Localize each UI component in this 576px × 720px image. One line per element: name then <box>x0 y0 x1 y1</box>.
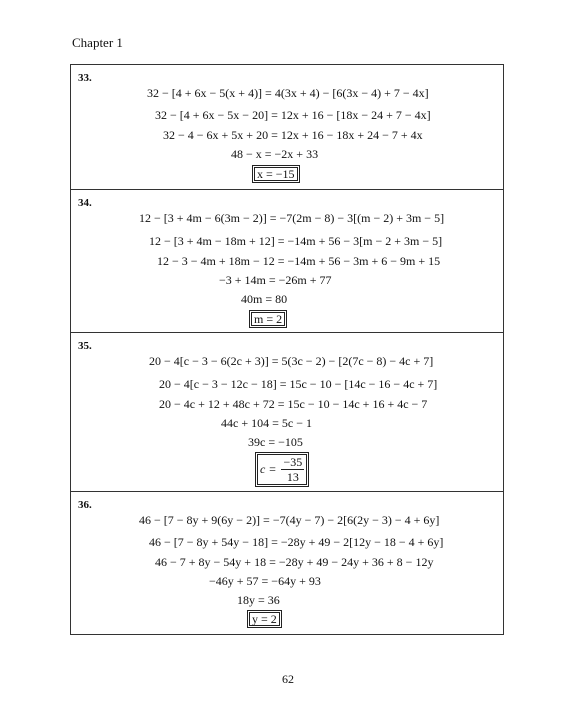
answer-box: y = 2 <box>247 610 282 628</box>
problem-number: 35. <box>78 340 92 352</box>
equation-line: 12 − [3 + 4m − 6(3m − 2)] = −7(2m − 8) − 3[(m − 2) + 3m − 5] <box>139 211 445 225</box>
problem-number: 36. <box>78 499 92 511</box>
equation-line: 44c + 104 = 5c − 1 <box>221 416 312 430</box>
equation-line: 12 − [3 + 4m − 18m + 12] = −14m + 56 − 3[m − 2 + 3m − 5] <box>149 234 443 248</box>
problem-number: 34. <box>78 197 92 209</box>
equation-line: 48 − x = −2x + 33 <box>231 147 319 161</box>
equation-line: 39c = −105 <box>248 435 303 449</box>
equation-line: −3 + 14m = −26m + 77 <box>219 273 332 287</box>
equation-line: 20 − 4c + 12 + 48c + 72 = 15c − 10 − 14c + 16 + 4c − 7 <box>159 397 428 411</box>
equation-line: 46 − [7 − 8y + 9(6y − 2)] = −7(4y − 7) − 2[6(2y − 3) − 4 + 6y] <box>139 513 440 527</box>
equation-line: 46 − 7 + 8y − 54y + 18 = −28y + 49 − 24y + 36 + 8 − 12y <box>155 555 434 569</box>
chapter-heading: Chapter 1 <box>72 35 123 50</box>
fraction-denominator: 13 <box>286 470 299 484</box>
problem-34 <box>71 190 503 333</box>
answer-box: x = −15 <box>252 165 300 183</box>
equation-line: 12 − 3 − 4m + 18m − 12 = −14m + 56 − 3m + 6 − 9m + 15 <box>157 254 441 268</box>
answer-variable: c = <box>260 462 277 476</box>
page-number: 62 <box>282 672 294 686</box>
equation-line: 18y = 36 <box>237 593 280 607</box>
answer-fraction <box>281 455 304 484</box>
equation-line: 46 − [7 − 8y + 54y − 18] = −28y + 49 − 2[12y − 18 − 4 + 6y] <box>149 535 444 549</box>
solutions-table <box>70 64 504 635</box>
equation-line: −46y + 57 = −64y + 93 <box>209 574 321 588</box>
equation-line: 32 − 4 − 6x + 5x + 20 = 12x + 16 − 18x + 24 − 7 + 4x <box>163 128 423 142</box>
fraction-numerator: −35 <box>283 455 303 469</box>
answer-box: m = 2 <box>249 310 287 328</box>
problem-33 <box>71 65 503 190</box>
equation-line: 20 − 4[c − 3 − 6(2c + 3)] = 5(3c − 2) − [2(7c − 8) − 4c + 7] <box>149 354 434 368</box>
equation-line: 40m = 80 <box>241 292 288 306</box>
problem-36 <box>71 492 503 634</box>
answer-box <box>255 452 309 487</box>
problem-number: 33. <box>78 72 92 84</box>
equation-line: 20 − 4[c − 3 − 12c − 18] = 15c − 10 − [14c − 16 − 4c + 7] <box>159 377 438 391</box>
problem-35 <box>71 333 503 492</box>
equation-line: 32 − [4 + 6x − 5x − 20] = 12x + 16 − [18x − 24 + 7 − 4x] <box>155 108 431 122</box>
equation-line: 32 − [4 + 6x − 5(x + 4)] = 4(3x + 4) − [6(3x − 4) + 7 − 4x] <box>147 86 429 100</box>
